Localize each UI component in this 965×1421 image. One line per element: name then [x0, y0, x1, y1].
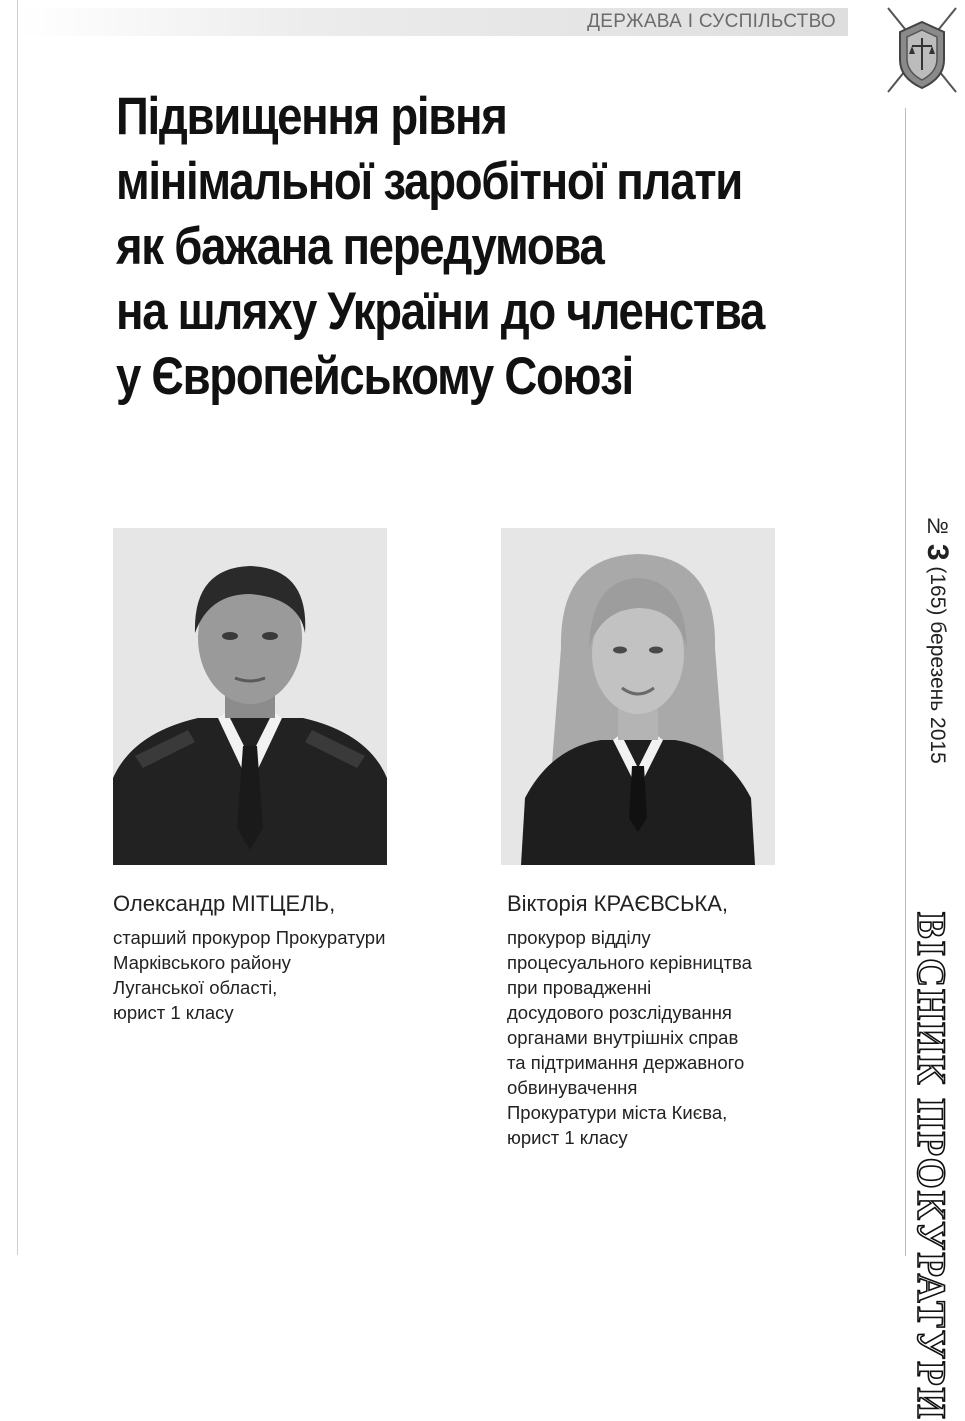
page-left-edge	[0, 0, 18, 1280]
title-line: мінімальної заробітної плати	[116, 152, 743, 211]
section-label: ДЕРЖАВА І СУСПІЛЬСТВО	[587, 11, 836, 32]
issue-number: 3	[921, 543, 954, 561]
issue-prefix: №	[926, 515, 949, 538]
author-description	[507, 925, 752, 1150]
author-desc-line: старший прокурор Прокуратури	[113, 927, 386, 948]
page-left-rule	[17, 0, 18, 1255]
title-line: Підвищення рівня	[116, 87, 507, 146]
journal-name: ВІСНИК ПРОКУРАТУРИ	[909, 912, 954, 1421]
author-description	[113, 925, 385, 1025]
author-desc-line: юрист 1 класу	[507, 1127, 628, 1148]
portrait-male-photo	[113, 528, 387, 865]
author-desc-line: юрист 1 класу	[113, 1002, 234, 1023]
article-title	[116, 84, 896, 409]
author-desc-line: Луганської області,	[113, 977, 278, 998]
title-line: у Європейському Союзі	[116, 347, 633, 406]
author-name: Вікторія КРАЄВСЬКА,	[507, 891, 729, 916]
author-desc-line: досудового розслідування	[507, 1002, 732, 1023]
author-desc-line: Прокуратури міста Києва,	[507, 1102, 728, 1123]
author-desc-line: Марківського району	[113, 952, 291, 973]
author-desc-line: обвинувачення	[507, 1077, 638, 1098]
author-desc-line: при провадженні	[507, 977, 652, 998]
sidebar-rule	[905, 108, 906, 1256]
issue-info	[920, 515, 954, 764]
author-desc-line: процесуального керівництва	[507, 952, 752, 973]
author-desc-line: та підтримання державного	[507, 1052, 745, 1073]
portrait-female-photo	[501, 528, 775, 865]
issue-details: (165) березень 2015	[926, 566, 949, 764]
author-desc-line: прокурор відділу	[507, 927, 651, 948]
author-block-1	[113, 891, 385, 1025]
title-line: як бажана передумова	[116, 217, 604, 276]
section-header-bar	[20, 8, 848, 36]
title-line: на шляху України до членства	[116, 282, 765, 341]
author-desc-line: органами внутрішніх справ	[507, 1027, 739, 1048]
author-block-2	[507, 891, 752, 1150]
author-name: Олександр МІТЦЕЛЬ,	[113, 891, 336, 916]
